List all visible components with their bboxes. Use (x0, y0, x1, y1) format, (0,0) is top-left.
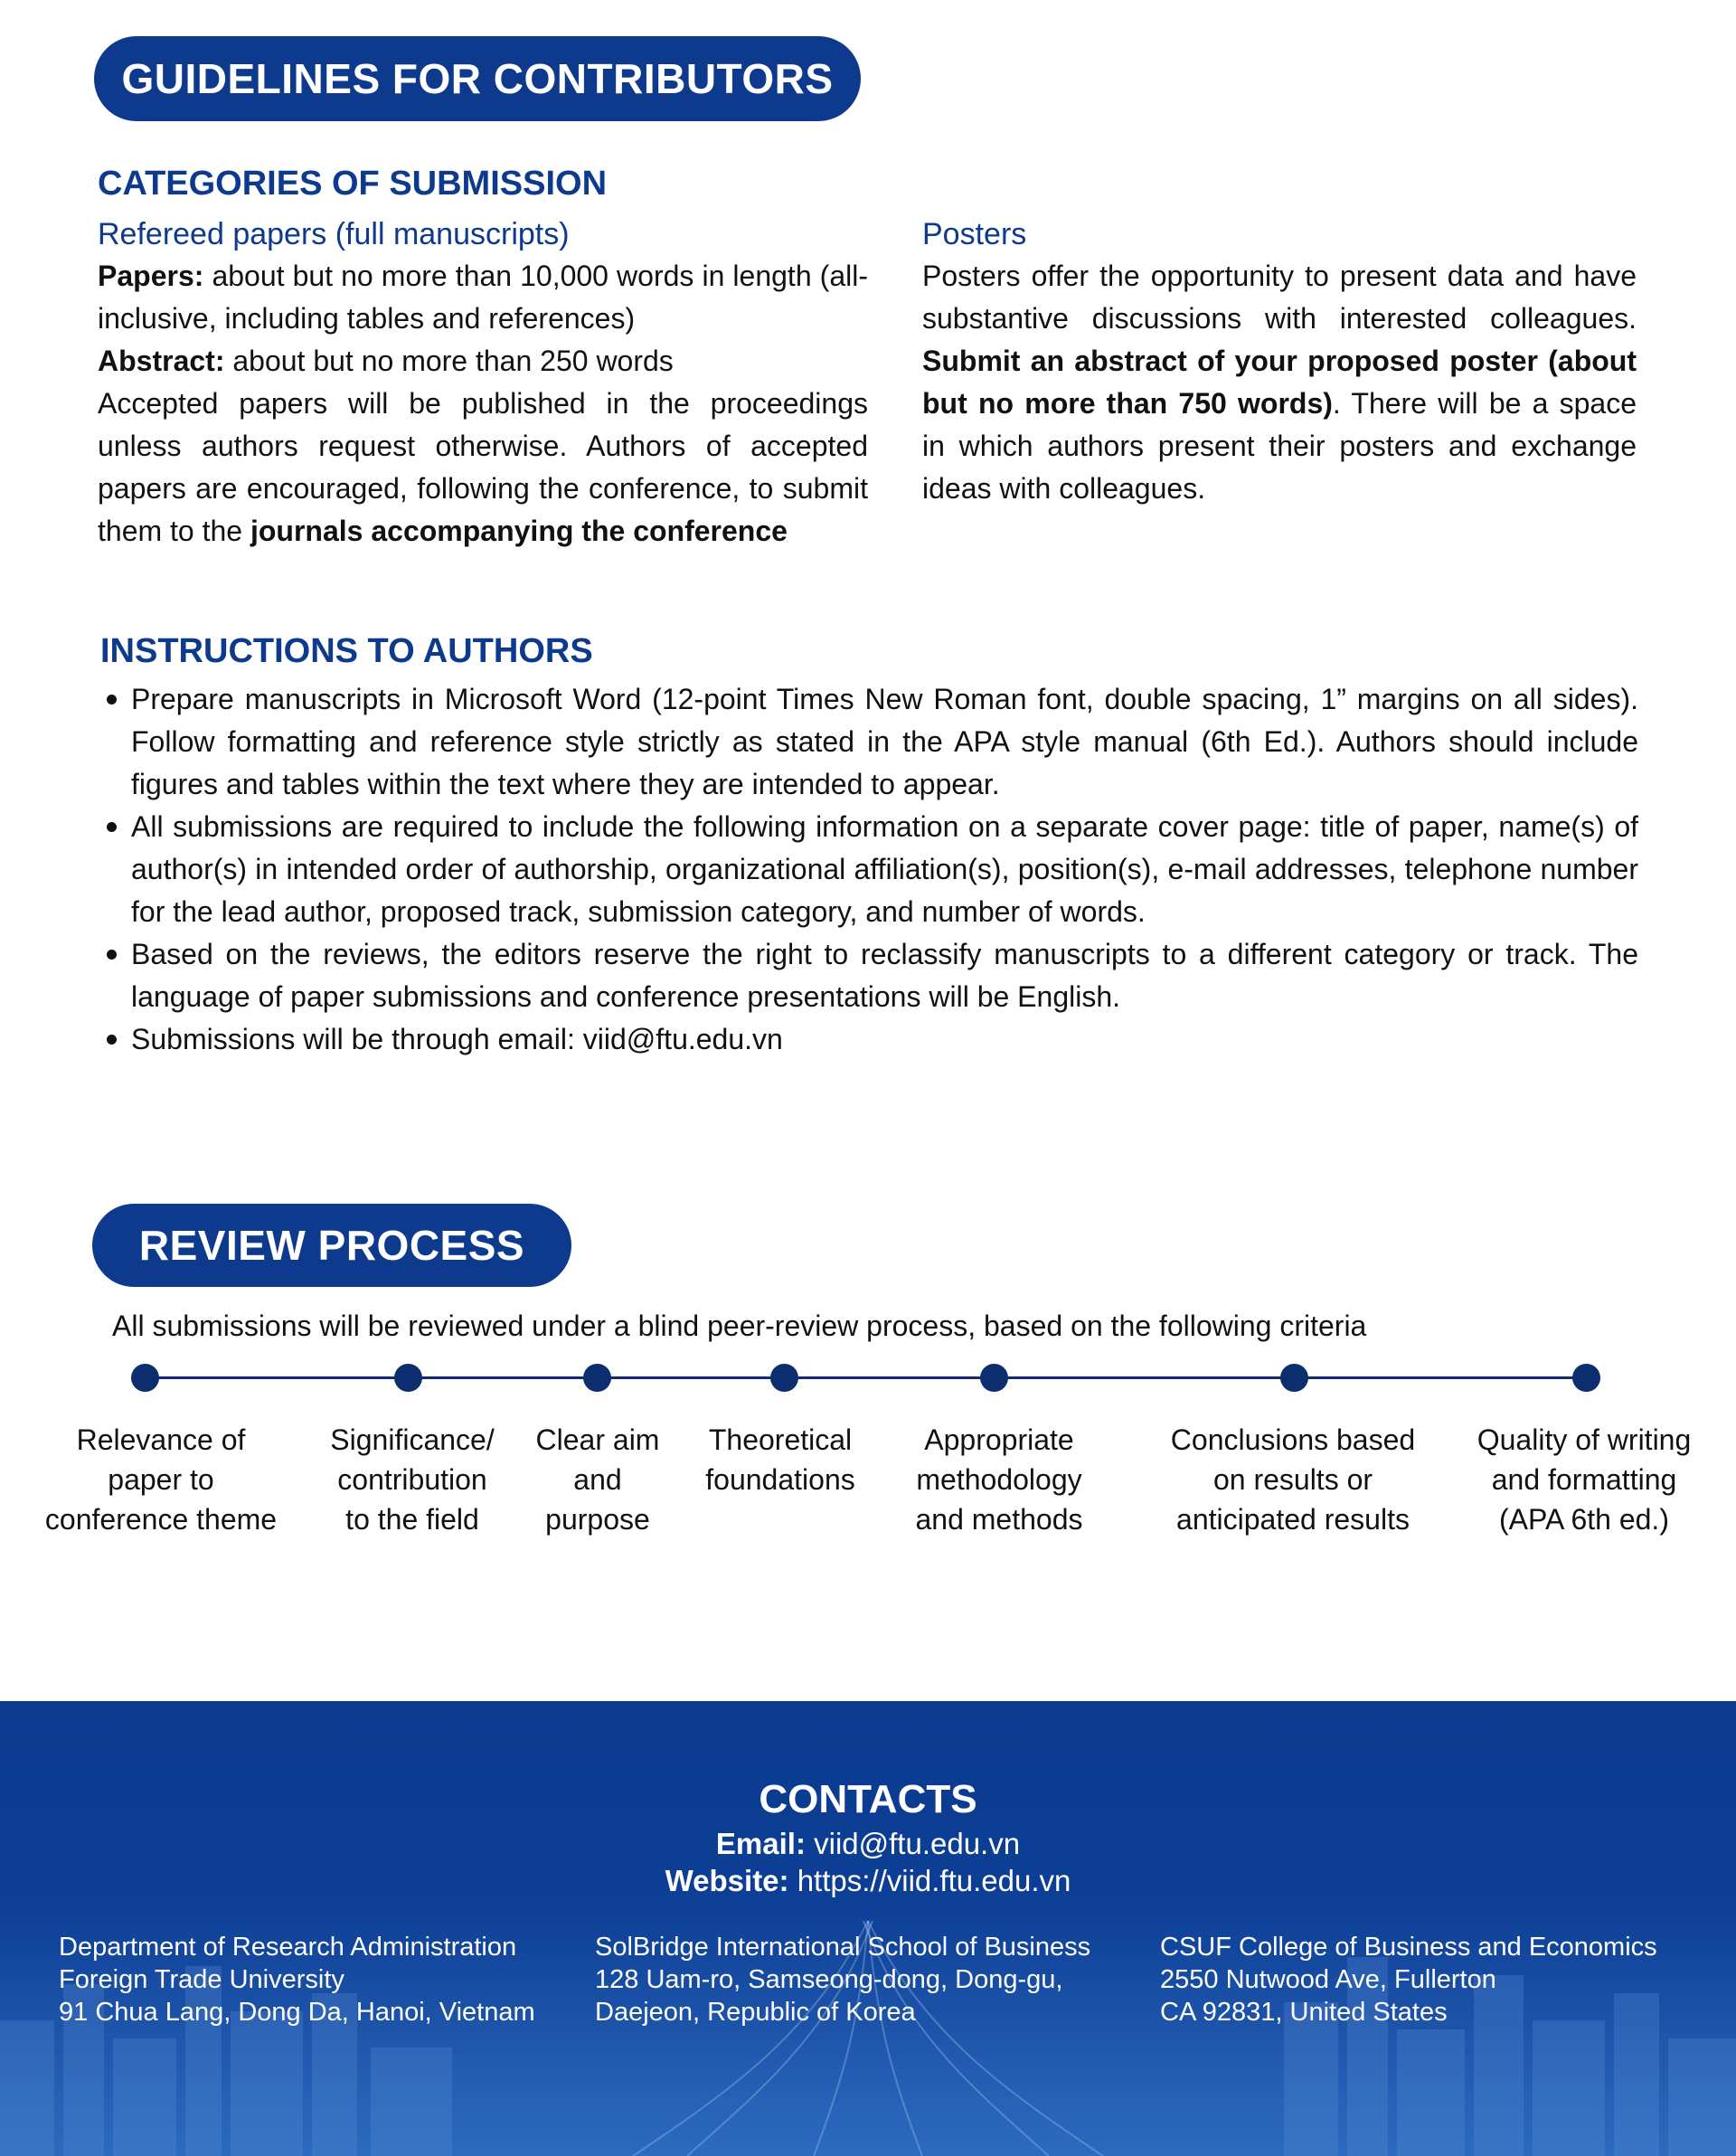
abstract-label: Abstract: (98, 345, 225, 377)
review-intro: All submissions will be reviewed under a blind peer-review process, based on the following criteria (112, 1310, 1367, 1342)
review-criteria-timeline (0, 1357, 1736, 1574)
instruction-text: Prepare manuscripts in Microsoft Word (12-point Times New Roman font, double spacing, 1” margins on all sides). Follow formatting and reference style strictly as stated in the APA style manual (6th Ed.). Authors should include figures and tables within the text where they are intended to appear. (131, 683, 1638, 800)
address-line: SolBridge International School of Business (595, 1933, 1091, 1962)
website-link[interactable]: https://viid.ftu.edu.vn (788, 1864, 1071, 1897)
criterion-line: Relevance of (76, 1423, 246, 1456)
criterion-line: Significance/ (330, 1423, 495, 1456)
address-solbridge (595, 1931, 1090, 2028)
abstract-paragraph (98, 340, 868, 383)
bullet-icon (107, 950, 117, 960)
timeline-dot (394, 1364, 422, 1392)
timeline-line (145, 1376, 1586, 1379)
criterion-line: contribution (337, 1463, 487, 1496)
posters-subheading: Posters (922, 217, 1027, 251)
criterion-line: on results or (1212, 1463, 1373, 1496)
posters-paragraph (922, 255, 1637, 510)
instruction-text: Submissions will be through email: viid@ftu.edu.vn (131, 1023, 783, 1055)
criterion-line: Conclusions based (1170, 1423, 1416, 1456)
instructions-list (101, 678, 1638, 1061)
address-line: 2550 Nutwood Ave, Fullerton (1160, 1965, 1496, 1994)
address-line: 128 Uam-ro, Samseong-dong, Dong-gu, (595, 1965, 1063, 1994)
criterion-line: purpose (545, 1503, 650, 1536)
criterion-line: conference theme (44, 1503, 278, 1536)
criterion-significance (316, 1420, 508, 1539)
timeline-dot (131, 1364, 159, 1392)
accepted-text: Accepted papers will be published in the proceedings unless authors request otherwise. Authors of accepted papers are encouraged, following the conference, to submit them to the (98, 387, 868, 547)
criterion-line: and formatting (1491, 1463, 1677, 1496)
papers-text: about but no more than 10,000 words in length (all-inclusive, including tables and references) (98, 260, 868, 335)
list-item (101, 806, 1638, 933)
instruction-text: All submissions are required to include the following information on a separate cover page: title of paper, name(s) of author(s) in intended order of authorship, organizational affiliation(s), position(s), e-mail addresses, telephone number for the lead author, proposed track, submission category, and number of words. (131, 810, 1638, 928)
contact-website (0, 1864, 1736, 1898)
bullet-icon (107, 695, 117, 704)
posters-column (922, 213, 1637, 510)
timeline-dot (583, 1364, 611, 1392)
address-line: 91 Chua Lang, Dong Da, Hanoi, Vietnam (59, 1998, 535, 2027)
criterion-methodology (886, 1420, 1112, 1539)
papers-label: Papers: (98, 260, 204, 292)
list-item (101, 1018, 1638, 1061)
bullet-icon (107, 1035, 117, 1045)
abstract-text: about but no more than 250 words (224, 345, 674, 377)
criterion-line: foundations (705, 1463, 855, 1496)
criterion-line: Theoretical (708, 1423, 853, 1456)
criterion-line: to the field (345, 1503, 479, 1536)
criterion-line: methodology (916, 1463, 1082, 1496)
email-link[interactable]: viid@ftu.edu.vn (805, 1827, 1021, 1860)
contact-email (0, 1827, 1736, 1861)
accepted-bold: journals accompanying the conference (250, 515, 788, 547)
criterion-conclusions (1148, 1420, 1438, 1539)
categories-heading: CATEGORIES OF SUBMISSION (98, 165, 608, 203)
review-process-title: REVIEW PROCESS (92, 1204, 571, 1287)
guidelines-title: GUIDELINES FOR CONTRIBUTORS (94, 36, 861, 121)
address-csuf (1160, 1931, 1657, 2028)
address-line: CA 92831, United States (1160, 1998, 1448, 2027)
instructions-heading: INSTRUCTIONS TO AUTHORS (100, 632, 593, 670)
address-line: CSUF College of Business and Economics (1160, 1933, 1657, 1962)
address-line: Department of Research Administration (59, 1933, 517, 1962)
criterion-line: and (573, 1463, 622, 1496)
accepted-paragraph (98, 383, 868, 553)
criterion-relevance (25, 1420, 297, 1539)
instruction-text: Based on the reviews, the editors reserve the right to reclassify manuscripts to a different category or track. The language of paper submissions and conference presentations will be English. (131, 938, 1638, 1013)
timeline-dot (1572, 1364, 1600, 1392)
website-label: Website: (665, 1864, 789, 1897)
posters-text-2: . There will be a space in which authors present their posters and exchange ideas with colleagues. (922, 387, 1637, 505)
criterion-quality (1458, 1420, 1711, 1539)
refereed-papers-column (98, 213, 868, 553)
list-item (101, 678, 1638, 806)
criterion-line: Appropriate (924, 1423, 1074, 1456)
address-line: Foreign Trade University (59, 1965, 344, 1994)
address-line: Daejeon, Republic of Korea (595, 1998, 916, 2027)
criterion-line: Clear aim (535, 1423, 660, 1456)
criterion-clear-aim (523, 1420, 673, 1539)
criterion-line: paper to (108, 1463, 214, 1496)
criterion-line: Quality of writing (1477, 1423, 1692, 1456)
criterion-line: anticipated results (1176, 1503, 1410, 1536)
criterion-theoretical (685, 1420, 875, 1499)
timeline-dot (980, 1364, 1008, 1392)
email-label: Email: (715, 1827, 806, 1860)
list-item (101, 933, 1638, 1018)
criterion-line: and methods (915, 1503, 1083, 1536)
bullet-icon (107, 822, 117, 832)
timeline-dot (770, 1364, 798, 1392)
posters-text-1: Posters offer the opportunity to present data and have substantive discussions with interested colleagues. (922, 260, 1637, 335)
refereed-subheading: Refereed papers (full manuscripts) (98, 217, 570, 251)
contacts-footer (0, 1701, 1736, 2156)
posters-bold: Submit an abstract of your proposed poster (about but no more than 750 words) (922, 345, 1637, 420)
criterion-line: (APA 6th ed.) (1499, 1503, 1669, 1536)
contacts-title: CONTACTS (759, 1777, 977, 1821)
address-ftu (59, 1931, 535, 2028)
papers-paragraph (98, 255, 868, 340)
timeline-dot (1280, 1364, 1308, 1392)
